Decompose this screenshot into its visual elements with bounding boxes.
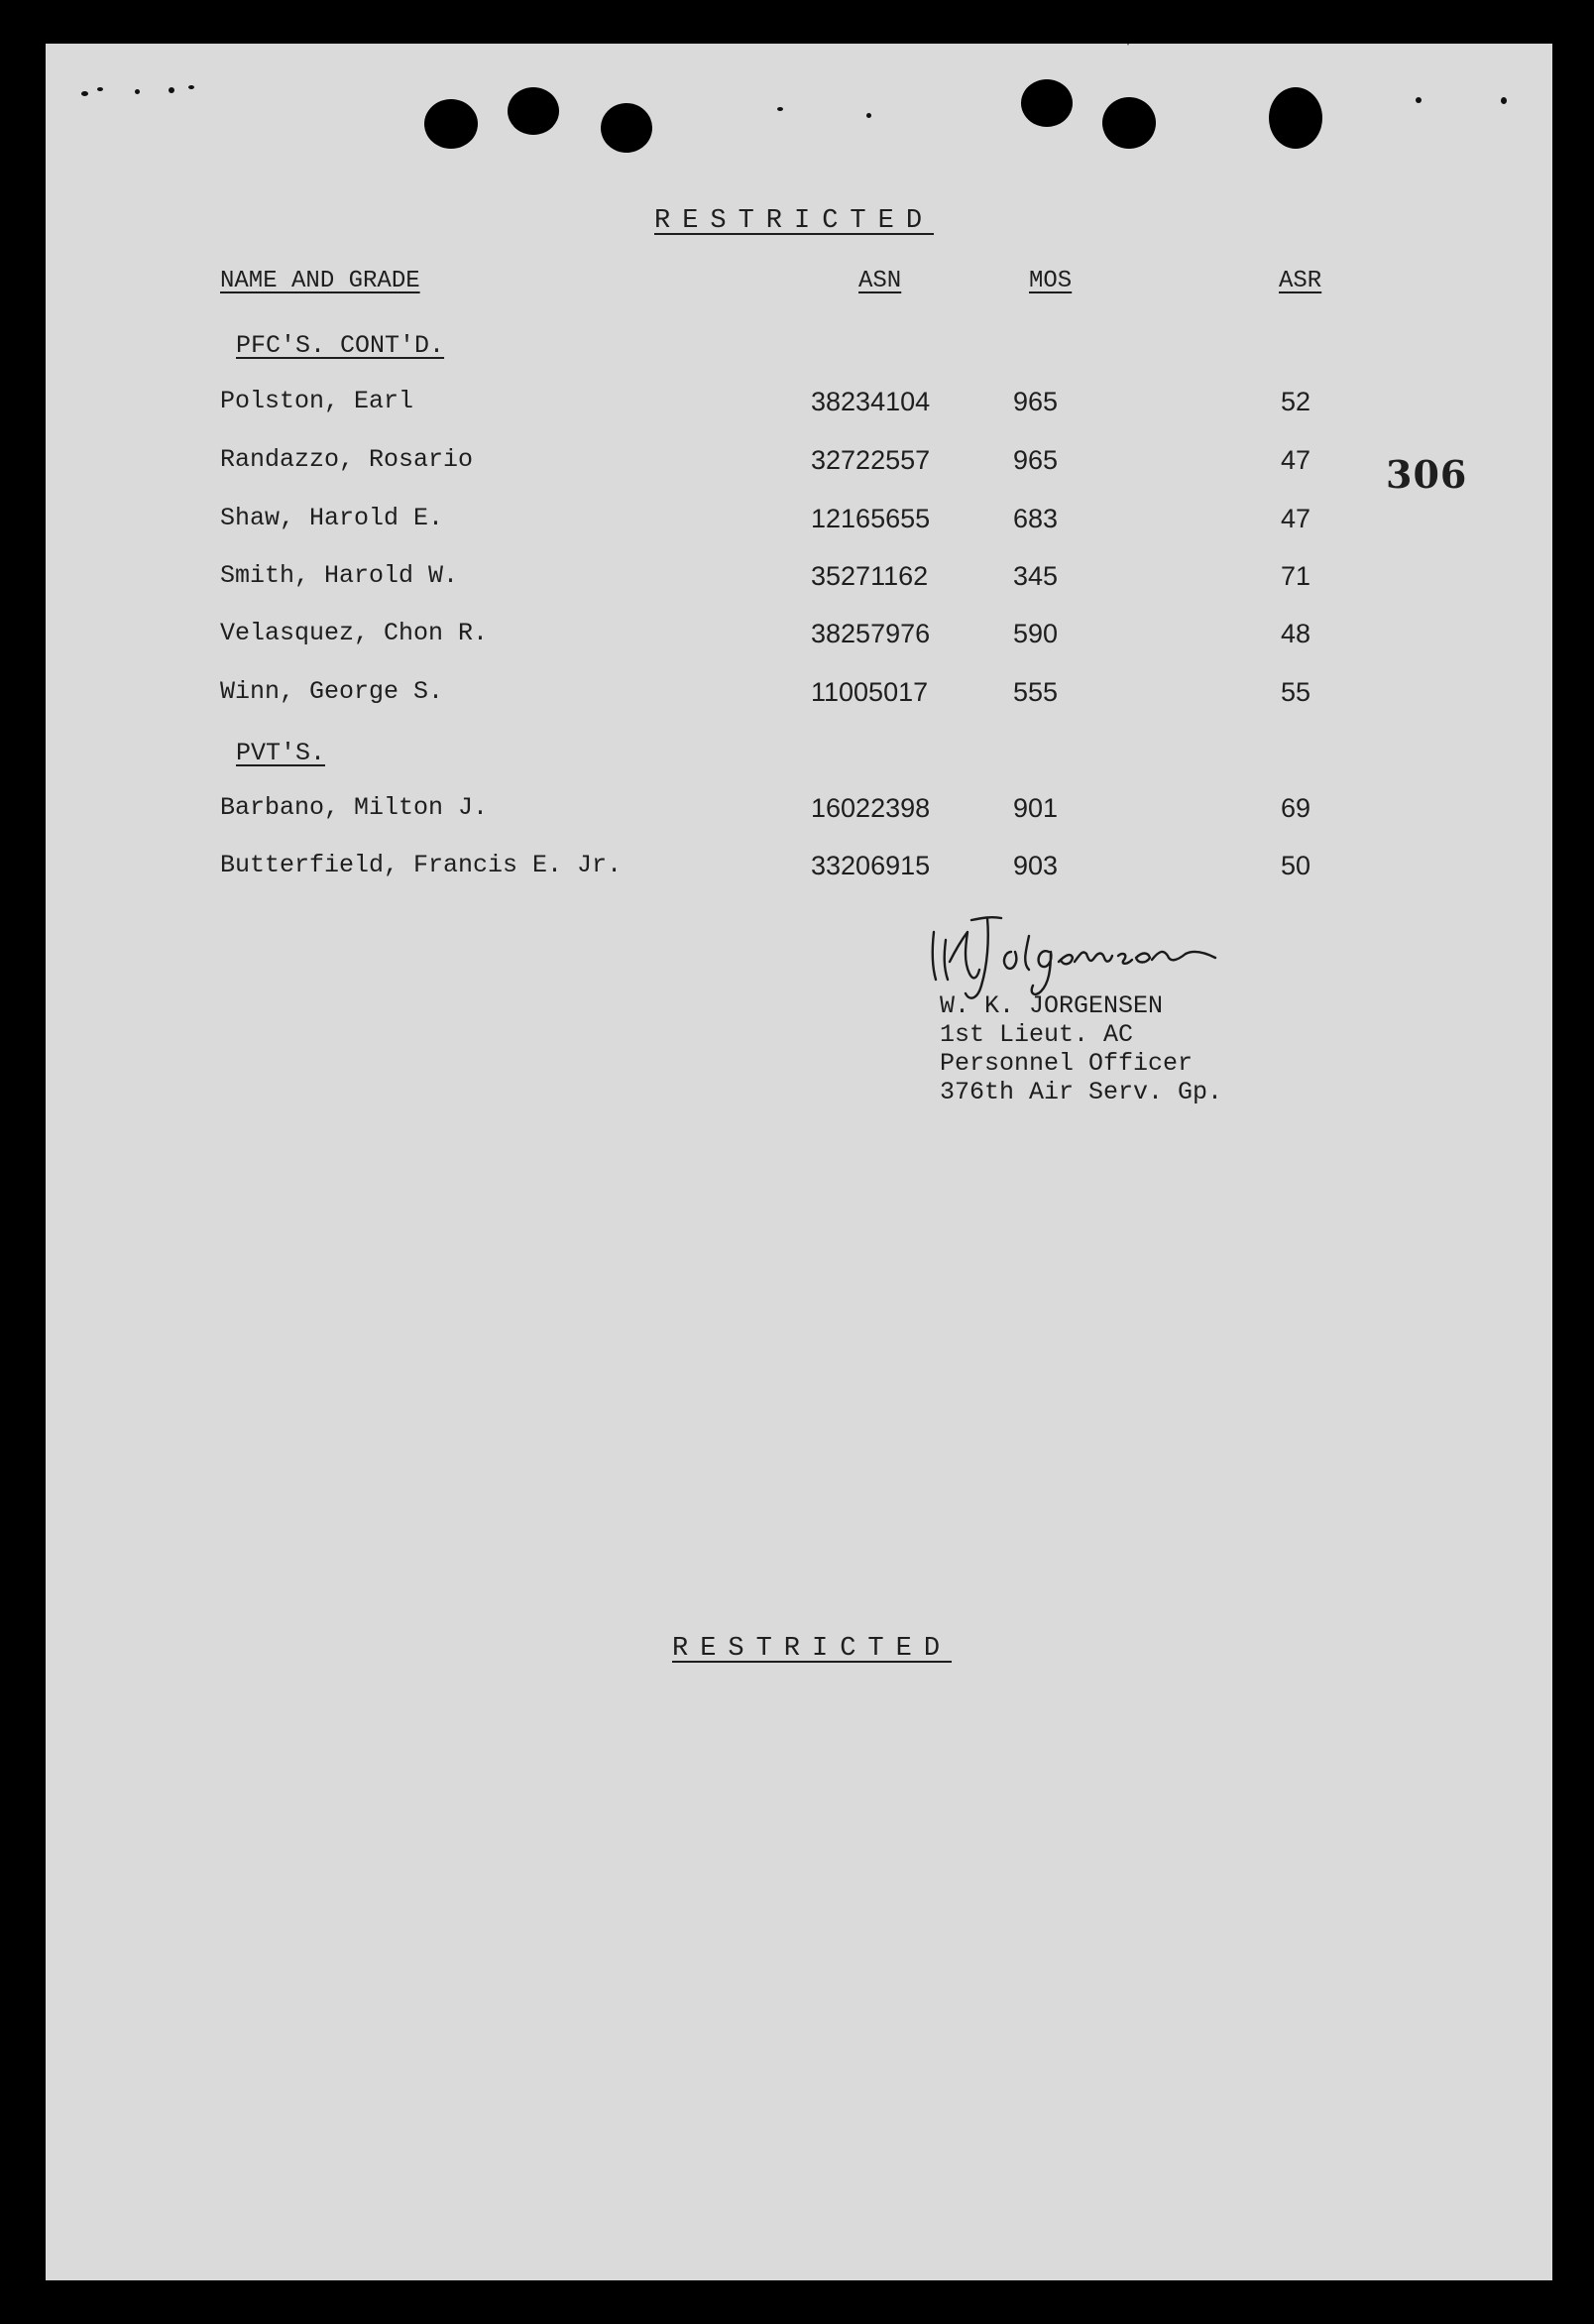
table-row [0,851,1594,890]
classification-header: RESTRICTED [654,206,935,236]
cell-mos: 965 [1013,387,1059,416]
cell-mos: 903 [1013,851,1059,880]
cell-asn: 38257976 [811,619,931,648]
cell-name: Butterfield, Francis E. Jr. [220,851,623,879]
signature-block [940,991,1222,1106]
cell-asn: 38234104 [811,387,931,416]
section-heading-pvt: PVT'S. [236,739,326,767]
punch-hole [424,99,478,149]
cell-name: Barbano, Milton J. [220,793,489,822]
paper-speck [777,107,783,111]
cell-mos: 345 [1013,561,1059,591]
cell-name: Polston, Earl [220,387,414,415]
column-header-name: NAME AND GRADE [220,268,420,294]
cell-asr: 48 [1281,619,1311,648]
paper-speck [135,89,140,94]
column-header-asn: ASN [858,268,902,294]
cell-asr: 55 [1281,677,1311,707]
column-header-asr: ASR [1279,268,1322,294]
table-row [0,619,1594,658]
table-row [0,504,1594,543]
page-number: 306 [1386,452,1468,497]
table-row [0,445,1594,485]
paper-speck [81,91,88,96]
cell-name: Shaw, Harold E. [220,504,444,532]
punch-hole [1021,79,1073,127]
cell-asr: 71 [1281,561,1311,591]
punch-hole [1269,87,1322,149]
cell-asr: 69 [1281,793,1311,823]
table-row [0,387,1594,426]
paper-speck [188,85,194,89]
table-row [0,793,1594,833]
punch-hole [601,103,652,153]
cell-mos: 901 [1013,793,1059,823]
paper-tear [1114,0,1142,46]
column-header-mos: MOS [1029,268,1073,294]
table-row [0,677,1594,717]
cell-mos: 683 [1013,504,1059,533]
cell-asn: 32722557 [811,445,931,475]
table-row [0,561,1594,601]
cell-asr: 47 [1281,445,1311,475]
signer-rank: 1st Lieut. AC [940,1020,1134,1049]
cell-mos: 965 [1013,445,1059,475]
document-page [46,44,1552,2280]
punch-hole [1102,97,1156,149]
section-heading-pfc: PFC'S. CONT'D. [236,331,445,360]
cell-name: Smith, Harold W. [220,561,459,590]
cell-asr: 52 [1281,387,1311,416]
cell-mos: 590 [1013,619,1059,648]
signer-title: Personnel Officer [940,1049,1194,1078]
paper-speck [866,113,871,118]
cell-name: Velasquez, Chon R. [220,619,489,647]
cell-asr: 47 [1281,504,1311,533]
cell-mos: 555 [1013,677,1059,707]
cell-name: Randazzo, Rosario [220,445,474,474]
paper-speck [1501,97,1507,104]
cell-asn: 16022398 [811,793,931,823]
cell-asr: 50 [1281,851,1311,880]
signer-name: W. K. JORGENSEN [940,991,1164,1020]
cell-asn: 33206915 [811,851,931,880]
cell-asn: 35271162 [811,561,929,591]
cell-asn: 11005017 [811,677,929,707]
paper-speck [1416,97,1422,103]
punch-hole [508,87,559,135]
paper-speck [169,87,174,93]
cell-name: Winn, George S. [220,677,444,706]
classification-footer: RESTRICTED [672,1634,953,1664]
paper-speck [97,87,103,91]
signer-unit: 376th Air Serv. Gp. [940,1078,1223,1106]
cell-asn: 12165655 [811,504,931,533]
